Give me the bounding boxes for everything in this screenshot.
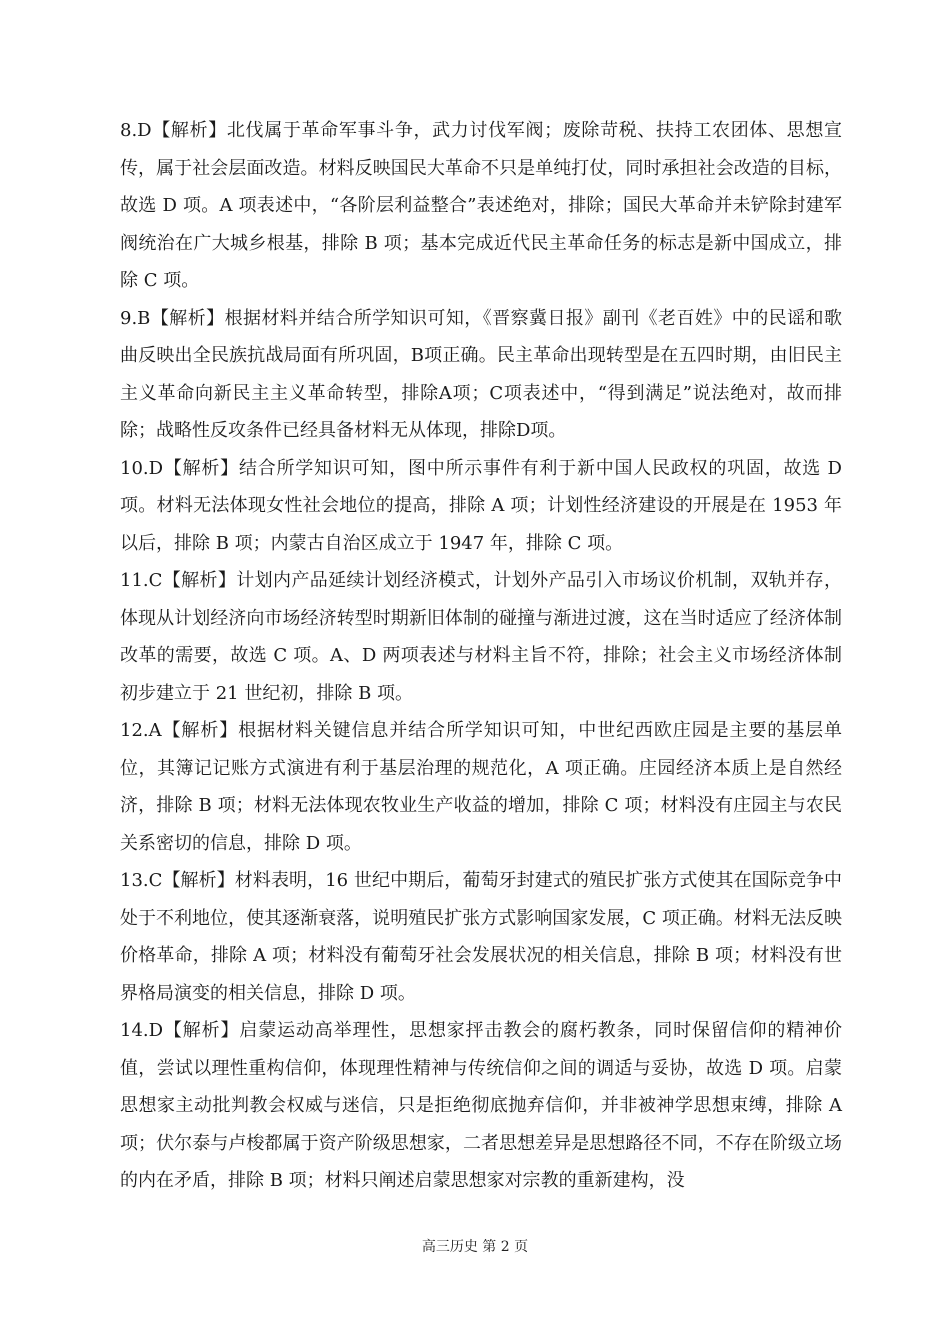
- answer-10-explanation: 10.D【解析】结合所学知识可知，图中所示事件有利于新中国人民政权的巩固，故选 D 项。材料无法体现女性社会地位的提高，排除 A 项；计划性经济建设的开展是在 1953 年以后，排除 B 项；内蒙古自治区成立于 1947 年，排除 C 项。: [120, 457, 842, 554]
- answer-explanations: [120, 112, 842, 1200]
- answer-11-explanation: 11.C【解析】计划内产品延续计划经济模式，计划外产品引入市场议价机制，双轨并存，体现从计划经济向市场经济转型时期新旧体制的碰撞与渐进过渡，这在当时适应了经济体制改革的需要，故选 C 项。A、D 两项表述与材料主旨不符，排除；社会主义市场经济体制初步建立于 21 世纪初，排除 B 项。: [120, 570, 842, 704]
- answer-12-explanation: 12.A【解析】根据材料关键信息并结合所学知识可知，中世纪西欧庄园是主要的基层单位，其簿记记账方式演进有利于基层治理的规范化，A 项正确。庄园经济本质上是自然经济，排除 B 项；材料无法体现农牧业生产收益的增加，排除 C 项；材料没有庄园主与农民关系密切的信息，排除 D 项。: [120, 720, 842, 854]
- answer-8-explanation: 8.D【解析】北伐属于革命军事斗争，武力讨伐军阀；废除苛税、扶持工农团体、思想宣传，属于社会层面改造。材料反映国民大革命不只是单纯打仗，同时承担社会改造的目标，故选 D 项。A 项表述中，“各阶层利益整合”表述绝对，排除；国民大革命并未铲除封建军阀统治在广大城乡根基，排除 B 项；基本完成近代民主革命任务的标志是新中国成立，排除 C 项。: [120, 120, 842, 291]
- page-footer: 高三历史 第 2 页: [421, 1239, 529, 1255]
- answer-13-explanation: 13.C【解析】材料表明，16 世纪中期后，葡萄牙封建式的殖民扩张方式使其在国际竞争中处于不利地位，使其逐渐衰落，说明殖民扩张方式影响国家发展，C 项正确。材料无法反映价格革命，排除 A 项；材料没有葡萄牙社会发展状况的相关信息，排除 B 项；材料没有世界格局演变的相关信息，排除 D 项。: [120, 870, 842, 1004]
- answer-14-explanation: 14.D【解析】启蒙运动高举理性，思想家抨击教会的腐朽教条，同时保留信仰的精神价值，尝试以理性重构信仰，体现理性精神与传统信仰之间的调适与妥协，故选 D 项。启蒙思想家主动批判教会权威与迷信，只是拒绝彻底抛弃信仰，并非被神学思想束缚，排除 A 项；伏尔泰与卢梭都属于资产阶级思想家，二者思想差异是思想路径不同，不存在阶级立场的内在矛盾，排除 B 项；材料只阐述启蒙思想家对宗教的重新建构，没: [120, 1020, 842, 1191]
- answer-9-explanation: 9.B【解析】根据材料并结合所学知识可知，《晋察冀日报》副刊《老百姓》中的民谣和歌曲反映出全民族抗战局面有所巩固，B项正确。民主革命出现转型是在五四时期，由旧民主主义革命向新民主主义革命转型，排除A项；C项表述中，“得到满足”说法绝对，故而排除；战略性反攻条件已经具备材料无从体现，排除D项。: [120, 307, 842, 441]
